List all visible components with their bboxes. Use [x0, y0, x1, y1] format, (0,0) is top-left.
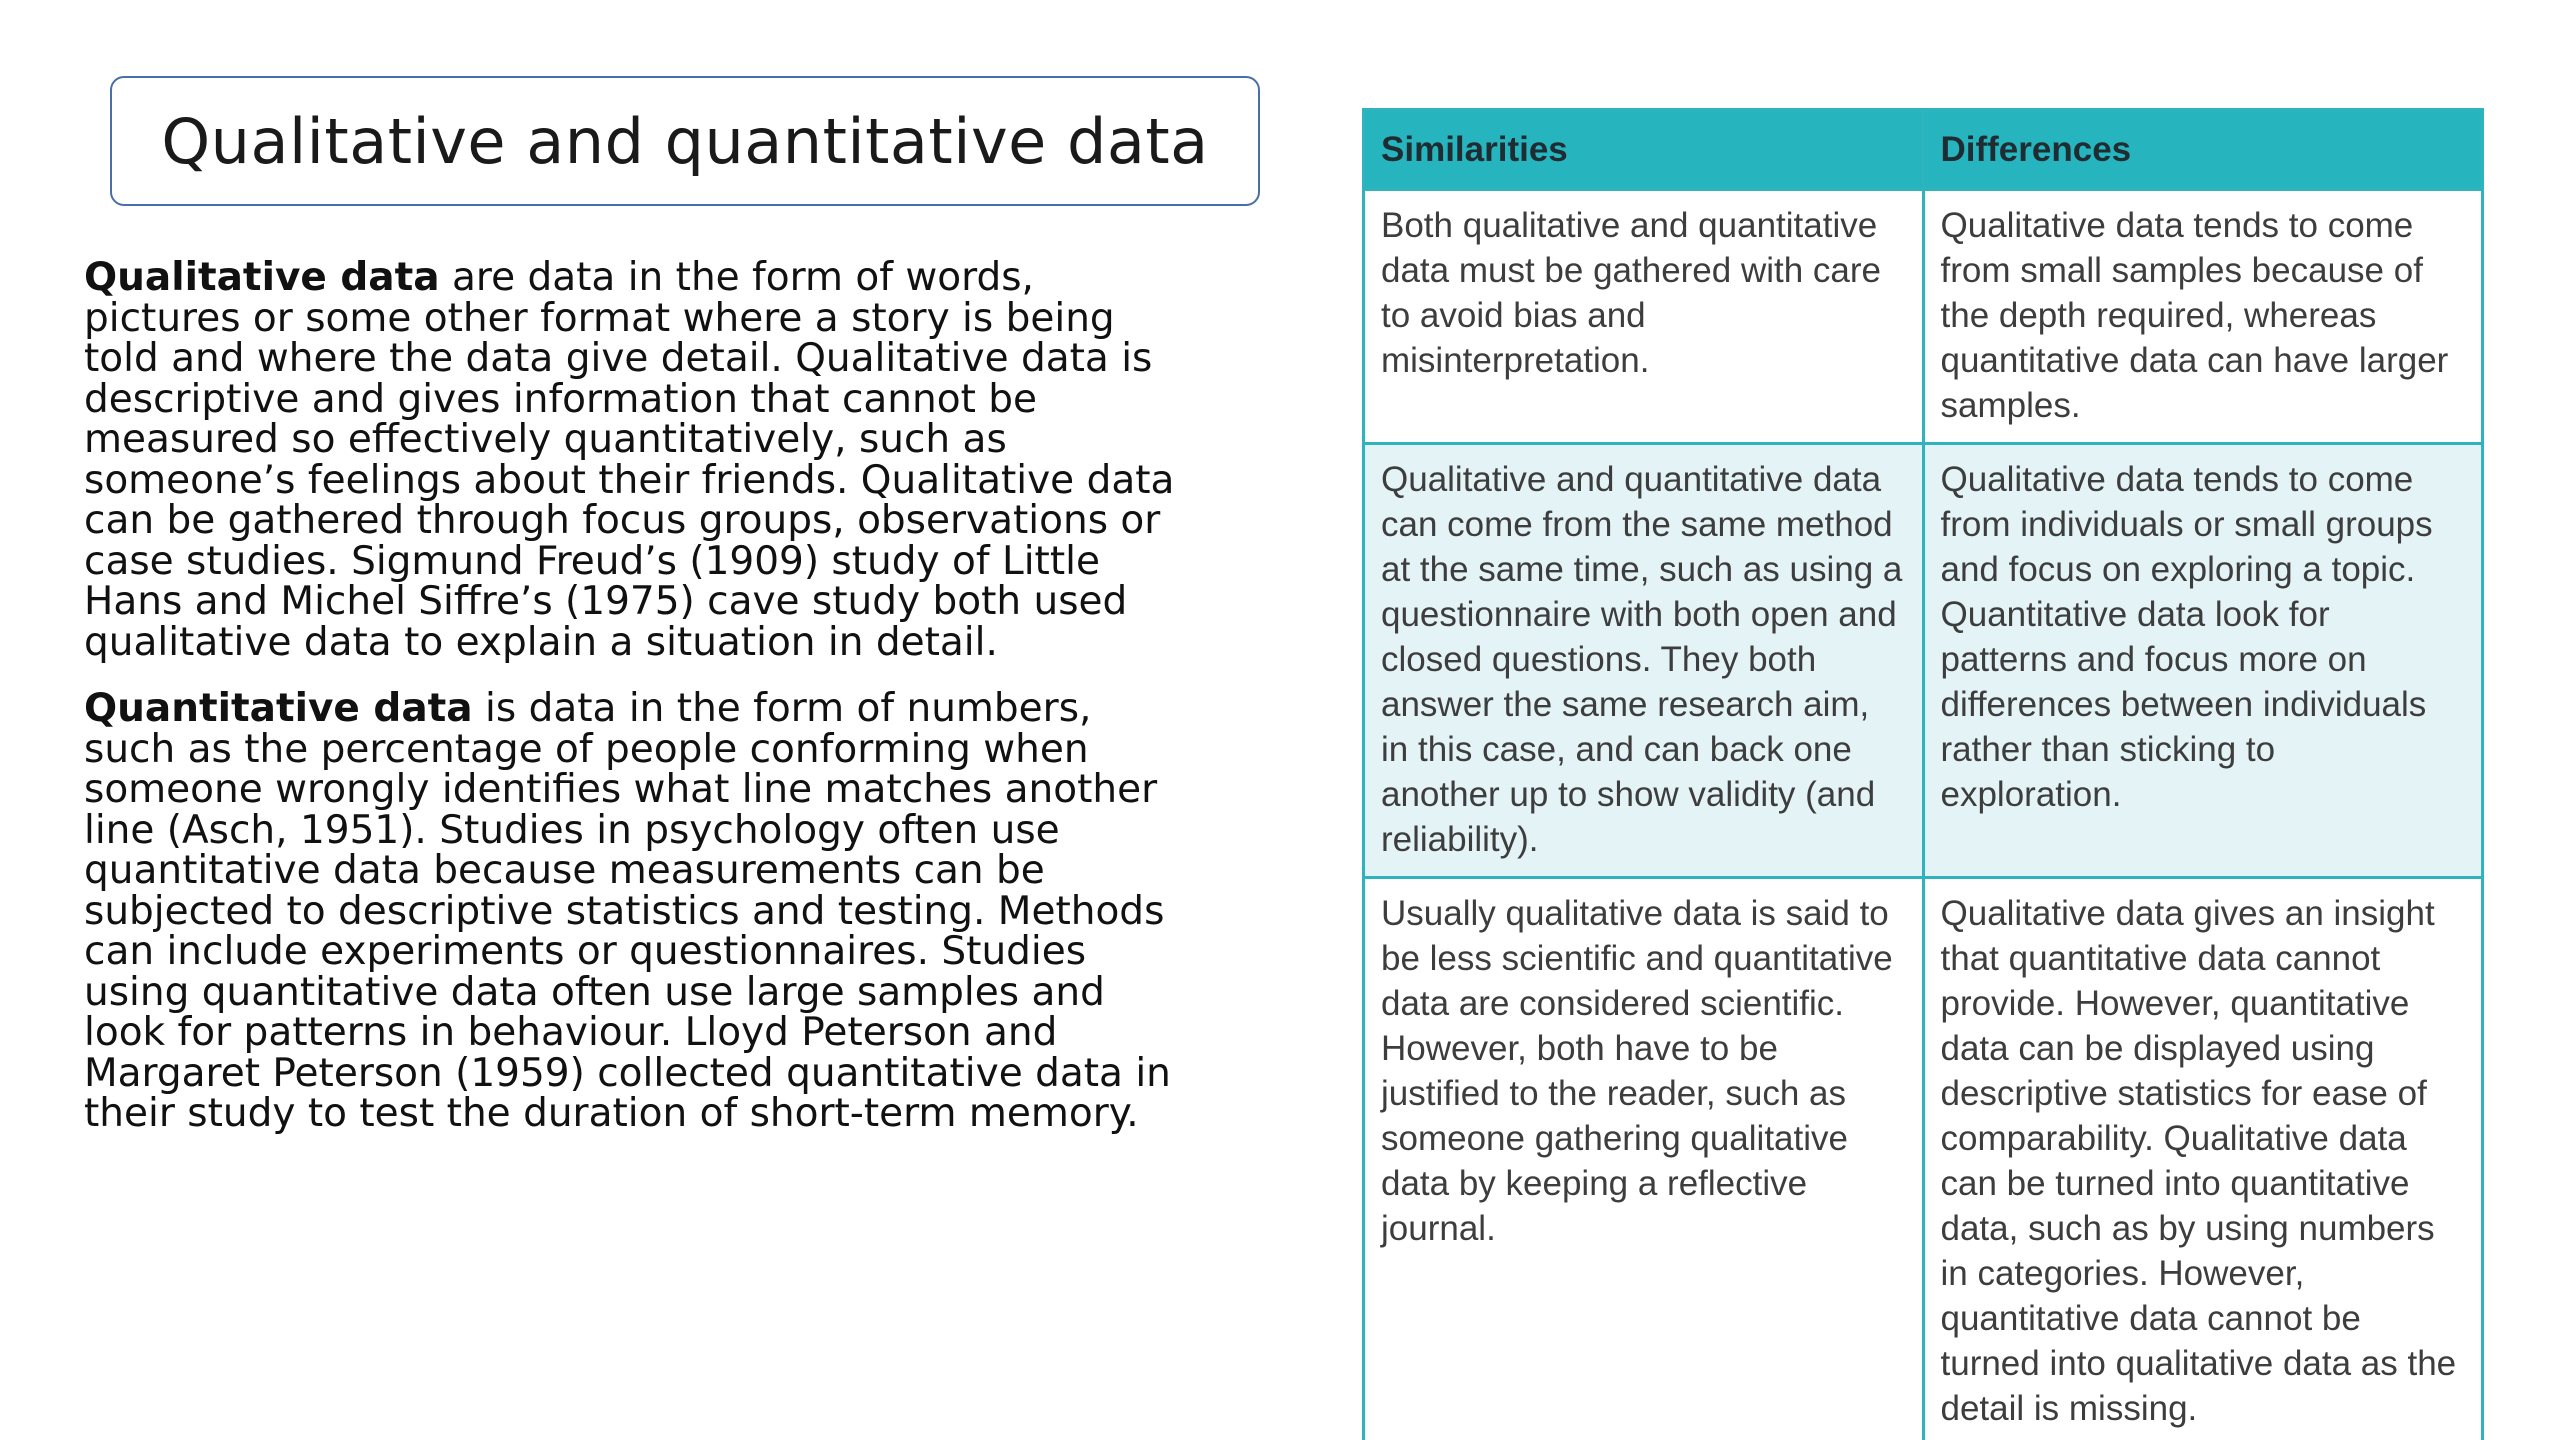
title-box — [110, 76, 1260, 206]
similarity-cell: Qualitative and quantitative data can come from the same method at the same time, such as using a questionnaire with both open and closed questions. They both answer the same research aim, in this case, and can back one another up to show validity (and reliability). — [1364, 444, 1924, 878]
body-text — [84, 255, 1184, 1161]
table-row — [1364, 878, 2483, 1440]
difference-cell: Qualitative data tends to come from individuals or small groups and focus on exploring a topic. Quantitative data look for patterns and focus more on differences between individuals rather than sticking to exploration. — [1923, 444, 2483, 878]
similarity-cell: Both qualitative and quantitative data must be gathered with care to avoid bias and misinterpretation. — [1364, 190, 1924, 444]
qualitative-paragraph — [84, 255, 1184, 665]
table-row — [1364, 444, 2483, 878]
slide-title: Qualitative and quantitative data — [161, 104, 1209, 178]
qualitative-description: are data in the form of words, pictures or some other format where a story is being told and where the data give detail. Qualitative data is descriptive and gives information that cannot be measured so effectively quantitatively, such as someone’s feelings about their friends. Qualitative data can be gathered through focus groups, observations or case studies. Sigmund Freud’s (1909) study of Little Hans and Michel Siffre’s (1975) cave study both used qualitative data to explain a situation in detail. — [84, 255, 1175, 665]
table-header-row — [1364, 110, 2483, 190]
header-similarities: Similarities — [1364, 110, 1924, 190]
header-differences: Differences — [1923, 110, 2483, 190]
quantitative-term: Quantitative data — [84, 686, 473, 731]
comparison-table — [1362, 108, 2484, 1440]
similarity-cell: Usually qualitative data is said to be less scientific and quantitative data are considered scientific. However, both have to be justified to the reader, such as someone gathering qualitative data by keeping a reflective journal. — [1364, 878, 1924, 1440]
quantitative-description: is data in the form of numbers, such as the percentage of people conforming when someone wrongly identifies what line matches another line (Asch, 1951). Studies in psychology often use quantitative data because measurements can be subjected to descriptive statistics and testing. Methods can include experiments or questionnaires. Studies using quantitative data often use large samples and look for patterns in behaviour. Lloyd Peterson and Margaret Peterson (1959) collected quantitative data in their study to test the duration of short-term memory. — [84, 686, 1171, 1136]
quantitative-paragraph — [84, 686, 1184, 1136]
difference-cell: Qualitative data tends to come from small samples because of the depth required, whereas quantitative data can have larger samples. — [1923, 190, 2483, 444]
table-row — [1364, 190, 2483, 444]
difference-cell: Qualitative data gives an insight that quantitative data cannot provide. However, quantitative data can be displayed using descriptive statistics for ease of comparability. Qualitative data can be turned into quantitative data, such as by using numbers in categories. However, quantitative data cannot be turned into qualitative data as the detail is missing. — [1923, 878, 2483, 1440]
qualitative-term: Qualitative data — [84, 255, 440, 300]
